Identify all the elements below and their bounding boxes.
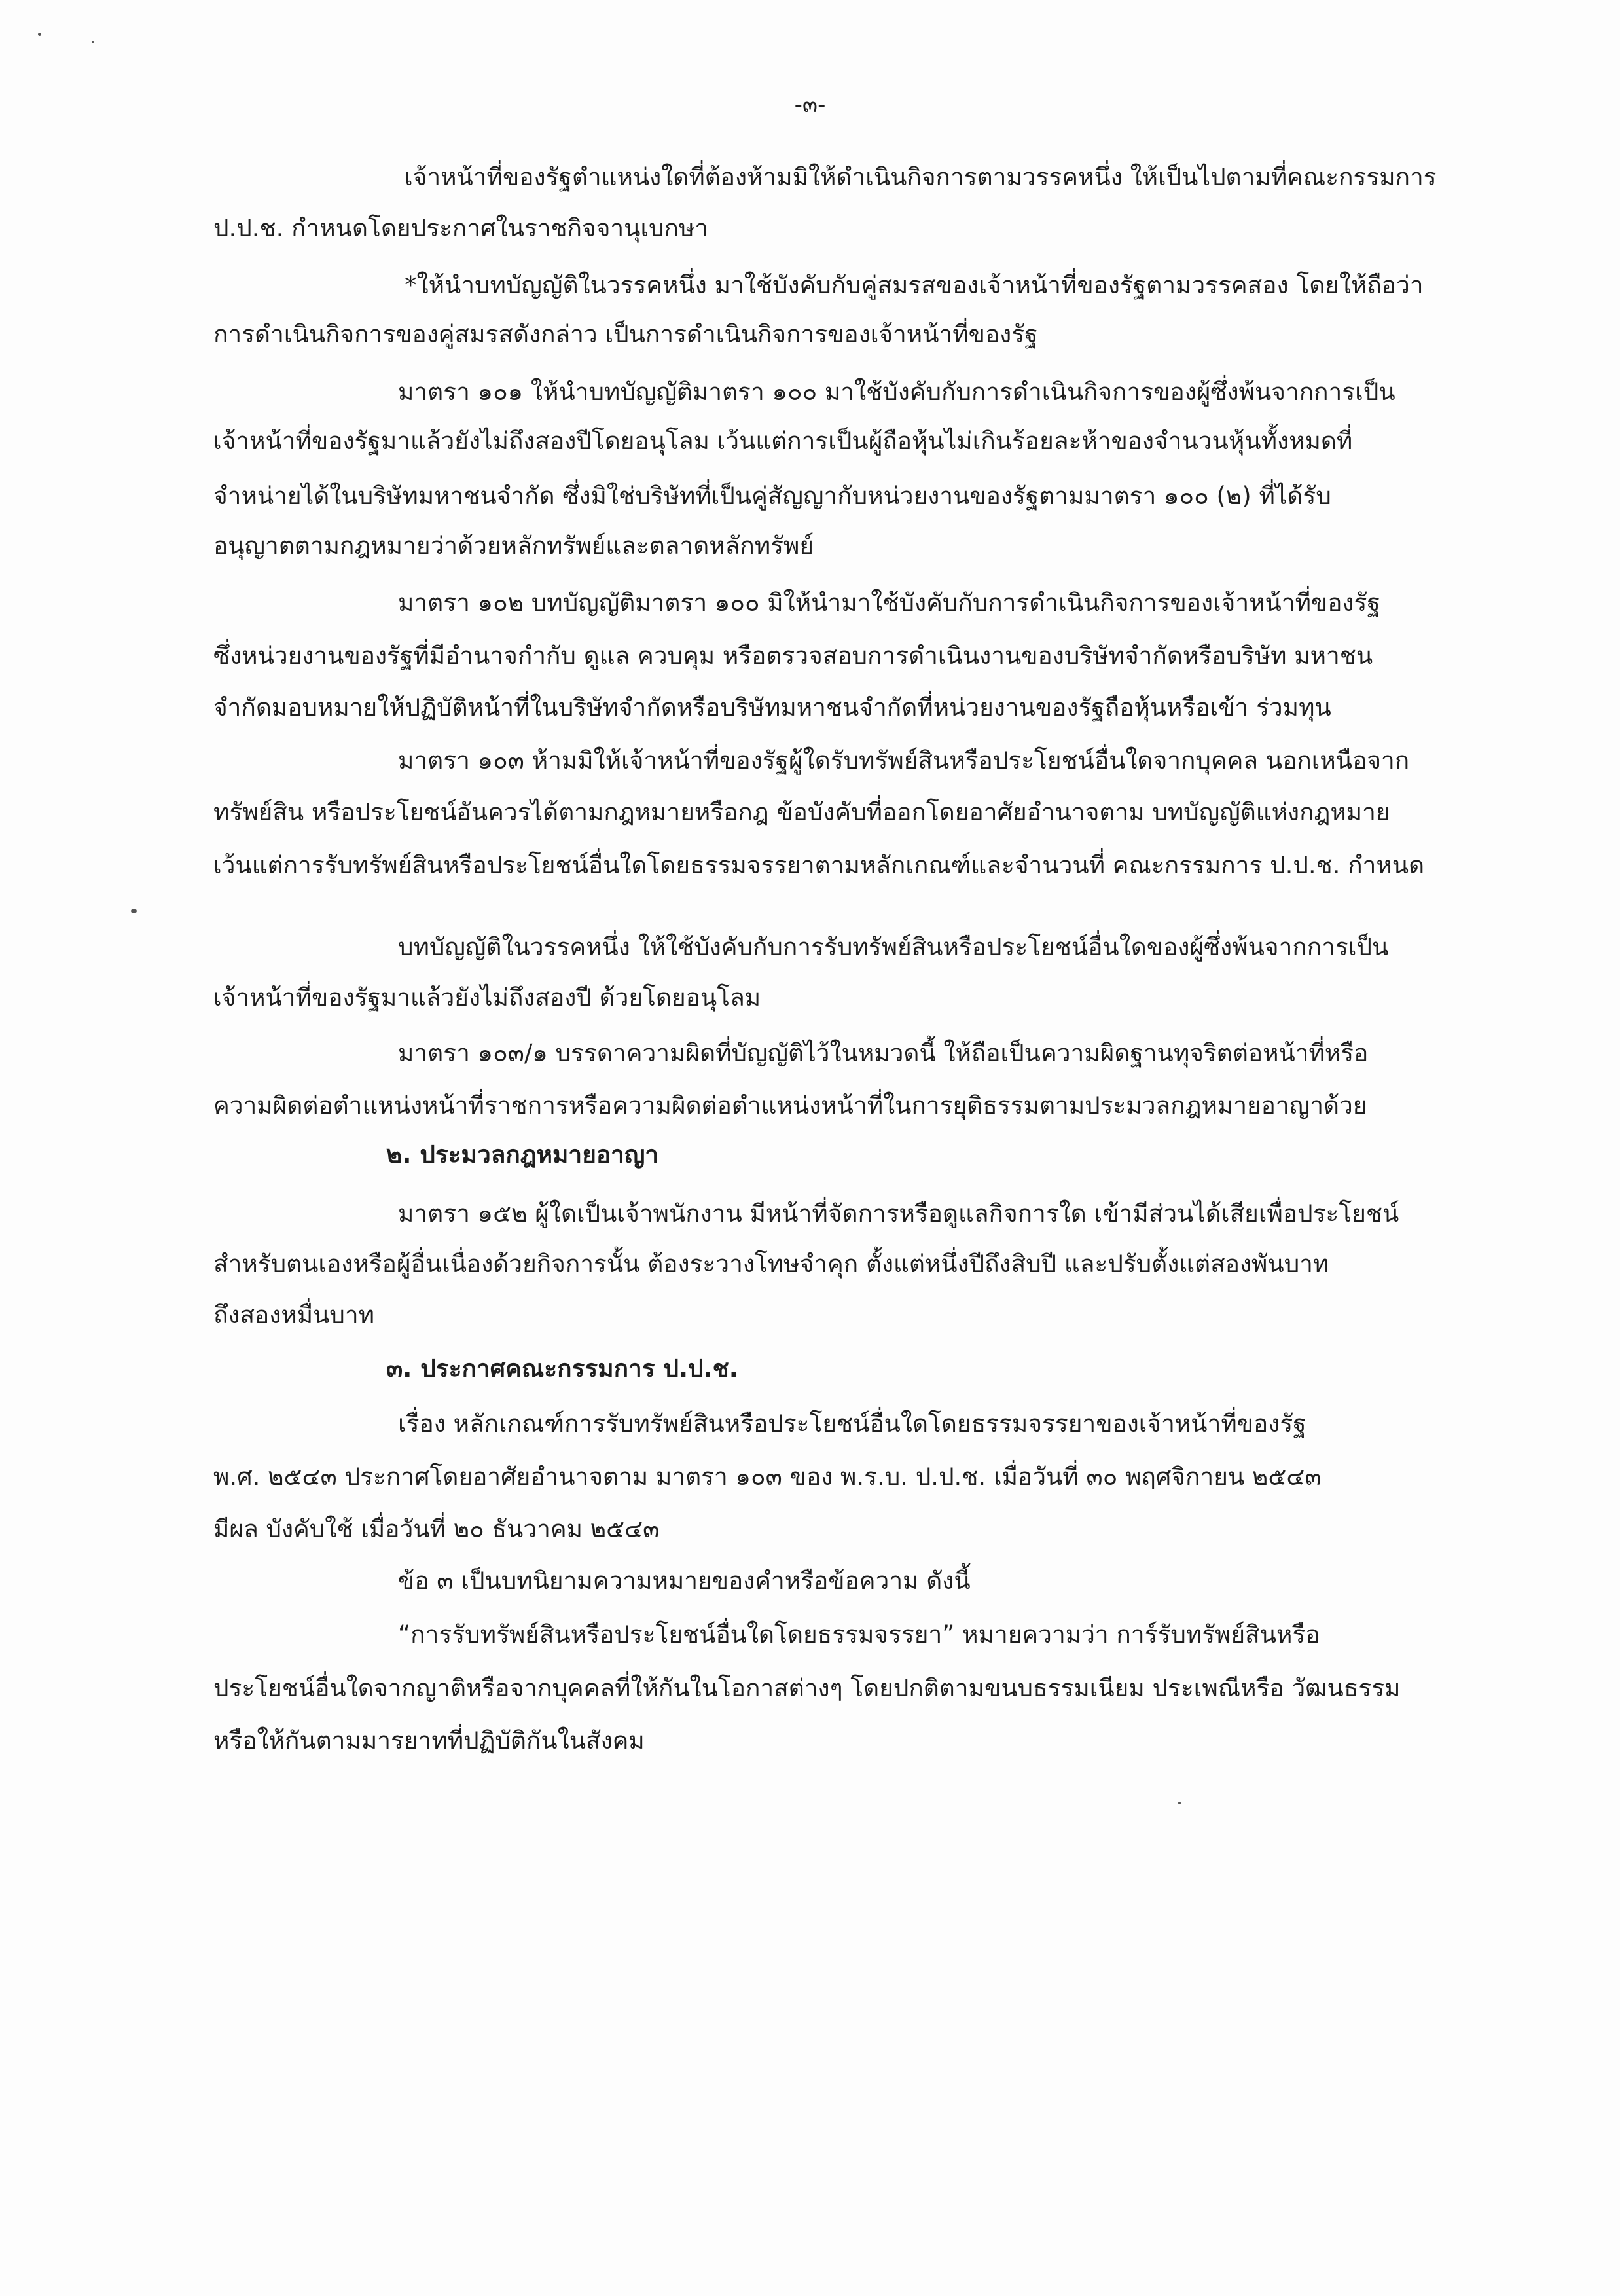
paragraph-line: ทรัพย์สิน หรือประโยชน์อันควรได้ตามกฎหมายหรือกฎ ข้อบังคับที่ออกโดยอาศัยอำนาจตาม บทบัญญัติแห่งกฎหมาย: [213, 798, 1390, 826]
section-heading: ๓. ประกาศคณะกรรมการ ป.ป.ช.: [386, 1355, 738, 1383]
paragraph-line: มาตรา ๑๐๓ ห้ามมิให้เจ้าหน้าที่ของรัฐผู้ใดรับทรัพย์สินหรือประโยชน์อื่นใดจากบุคคล นอกเหนือจาก: [398, 746, 1410, 774]
paragraph-line: เว้นแต่การรับทรัพย์สินหรือประโยชน์อื่นใดโดยธรรมจรรยาตามหลักเกณฑ์และจำนวนที่ คณะกรรมการ ป.ป.ช. กำหนด: [213, 851, 1425, 879]
paragraph-line: จำหน่ายได้ในบริษัทมหาชนจำกัด ซึ่งมิใช่บริษัทที่เป็นคู่สัญญากับหน่วยงานของรัฐตามมาตรา ๑๐๐ (๒) ที่ได้รับ: [213, 482, 1331, 510]
section-heading: ๒. ประมวลกฎหมายอาญา: [386, 1140, 659, 1169]
paragraph-line: เจ้าหน้าที่ของรัฐตำแหน่งใดที่ต้องห้ามมิให้ดำเนินกิจการตามวรรคหนึ่ง ให้เป็นไปตามที่คณะกรรมการ: [405, 163, 1437, 191]
paragraph-line: พ.ศ. ๒๕๔๓ ประกาศโดยอาศัยอำนาจตาม มาตรา ๑๐๓ ของ พ.ร.บ. ป.ป.ช. เมื่อวันที่ ๓๐ พฤศจิกายน ๒๕๔๓: [213, 1463, 1322, 1491]
paragraph-line: อนุญาตตามกฎหมายว่าด้วยหลักทรัพย์และตลาดหลักทรัพย์: [213, 532, 814, 560]
paragraph-line: มาตรา ๑๐๒ บทบัญญัติมาตรา ๑๐๐ มิให้นำมาใช้บังคับกับการดำเนินกิจการของเจ้าหน้าที่ของรัฐ: [398, 589, 1380, 617]
paragraph-line: มีผล บังคับใช้ เมื่อวันที่ ๒๐ ธันวาคม ๒๕๔๓: [213, 1515, 660, 1543]
scan-speck: [131, 909, 137, 913]
scan-speck: [38, 33, 41, 36]
paragraph-line: มาตรา ๑๐๓/๑ บรรดาความผิดที่บัญญัติไว้ในหมวดนี้ ให้ถือเป็นความผิดฐานทุจริตต่อหน้าที่หรือ: [398, 1039, 1369, 1067]
paragraph-line: เรื่อง หลักเกณฑ์การรับทรัพย์สินหรือประโยชน์อื่นใดโดยธรรมจรรยาของเจ้าหน้าที่ของรัฐ: [398, 1410, 1306, 1438]
paragraph-line: “การรับทรัพย์สินหรือประโยชน์อื่นใดโดยธรรมจรรยา” หมายความว่า การ์รับทรัพย์สินหรือ: [398, 1620, 1320, 1649]
paragraph-line: ประโยชน์อื่นใดจากญาติหรือจากบุคคลที่ให้กันในโอกาสต่างๆ โดยปกติตามขนบธรรมเนียม ประเพณีหรือ วัฒนธรรม: [213, 1674, 1401, 1702]
paragraph-line: บทบัญญัติในวรรคหนึ่ง ให้ใช้บังคับกับการรับทรัพย์สินหรือประโยชน์อื่นใดของผู้ซึ่งพ้นจากการเป็น: [398, 933, 1389, 961]
paragraph-line: มาตรา ๑๕๒ ผู้ใดเป็นเจ้าพนักงาน มีหน้าที่จัดการหรือดูแลกิจการใด เข้ามีส่วนได้เสียเพื่อประโยชน์: [398, 1199, 1399, 1228]
paragraph-line: มาตรา ๑๐๑ ให้นำบทบัญญัติมาตรา ๑๐๐ มาใช้บังคับกับการดำเนินกิจการของผู้ซึ่งพ้นจากการเป็น: [398, 378, 1395, 406]
paragraph-line: ความผิดต่อตำแหน่งหน้าที่ราชการหรือความผิดต่อตำแหน่งหน้าที่ในการยุติธรรมตามประมวลกฎหมายอาญาด้วย: [213, 1091, 1367, 1120]
scan-speck: [92, 41, 94, 43]
scan-speck: [1178, 1802, 1181, 1804]
paragraph-line: ถึงสองหมื่นบาท: [213, 1301, 375, 1329]
paragraph-line: การดำเนินกิจการของคู่สมรสดังกล่าว เป็นการดำเนินกิจการของเจ้าหน้าที่ของรัฐ: [213, 320, 1038, 348]
paragraph-line: *ให้นำบทบัญญัติในวรรคหนึ่ง มาใช้บังคับกับคู่สมรสของเจ้าหน้าที่ของรัฐตามวรรคสอง โดยให้ถือว่า: [405, 271, 1424, 299]
page-number: -๓-: [794, 92, 826, 118]
paragraph-line: ซึ่งหน่วยงานของรัฐที่มีอำนาจกำกับ ดูแล ควบคุม หรือตรวจสอบการดำเนินงานของบริษัทจำกัดหรือบริษัท มหาชน: [213, 642, 1373, 670]
paragraph-line: ป.ป.ช. กำหนดโดยประกาศในราชกิจจานุเบกษา: [213, 214, 709, 242]
paragraph-line: เจ้าหน้าที่ของรัฐมาแล้วยังไม่ถึงสองปีโดยอนุโลม เว้นแต่การเป็นผู้ถือหุ้นไม่เกินร้อยละห้าของจำนวนหุ้นทั้งหมดที่: [213, 427, 1353, 455]
paragraph-line: จำกัดมอบหมายให้ปฏิบัติหน้าที่ในบริษัทจำกัดหรือบริษัทมหาชนจำกัดที่หน่วยงานของรัฐถือหุ้นหรือเข้า ร่วมทุน: [213, 693, 1331, 721]
paragraph-line: ข้อ ๓ เป็นบทนิยามความหมายของคำหรือข้อความ ดังนี้: [398, 1567, 971, 1595]
paragraph-line: เจ้าหน้าที่ของรัฐมาแล้วยังไม่ถึงสองปี ด้วยโดยอนุโลม: [213, 983, 761, 1011]
paragraph-line: สำหรับตนเองหรือผู้อื่นเนื่องด้วยกิจการนั้น ต้องระวางโทษจำคุก ตั้งแต่หนึ่งปีถึงสิบปี และปรับตั้งแต่สองพันบาท: [213, 1250, 1329, 1278]
paragraph-line: หรือให้กันตามมารยาทที่ปฏิบัติกันในสังคม: [213, 1726, 645, 1755]
